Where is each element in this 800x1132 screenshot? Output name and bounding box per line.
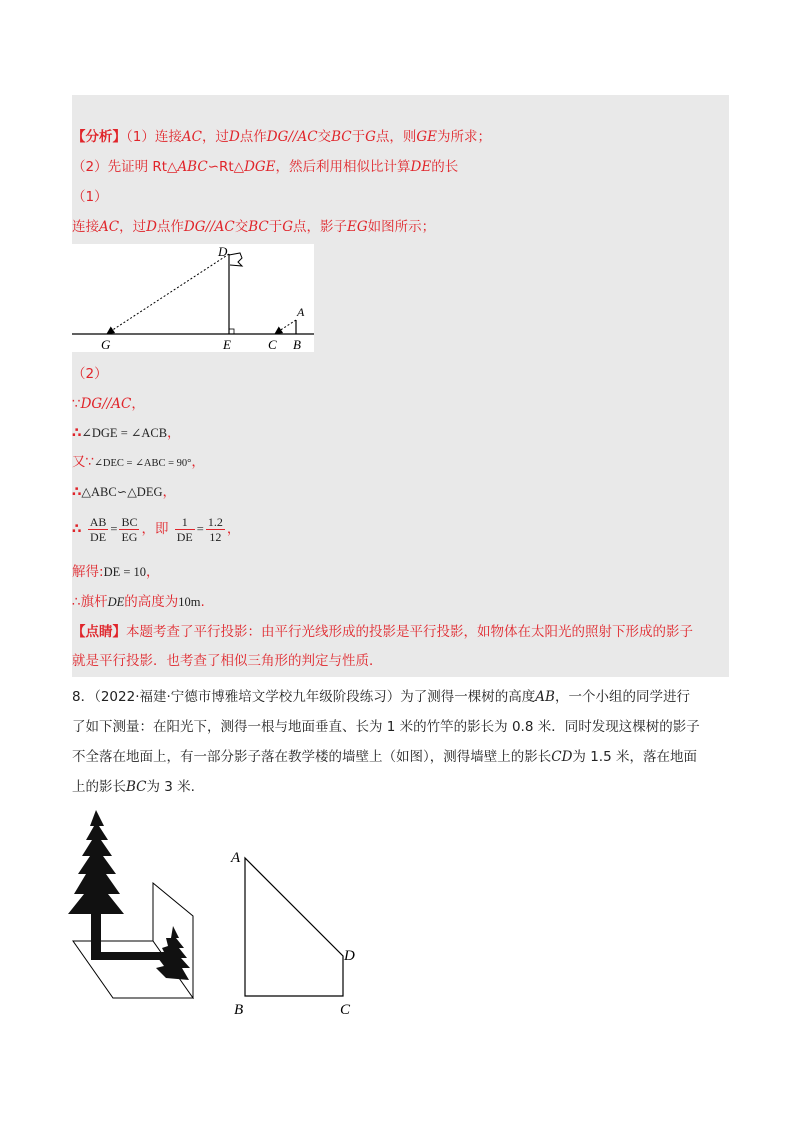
label-d2: D: [344, 948, 355, 964]
comment-tag: 【点睛】: [72, 624, 126, 640]
label-a: A: [297, 305, 305, 319]
label-g: G: [101, 337, 111, 352]
label-b2: B: [234, 1002, 244, 1018]
flagpole-shadow-figure: [72, 244, 314, 352]
label-a2: A: [231, 850, 241, 866]
part2-similar: ∴△ABC∽△DEG，: [72, 484, 176, 500]
light-ray-dg: [108, 254, 229, 333]
tree-diagram: [68, 808, 368, 1023]
part2-because: ∵DG//AC，: [72, 396, 145, 412]
part2-angle-eq: ∴∠DGE = ∠ACB，: [72, 425, 181, 441]
fraction-1.2-12: $\frac{1.2}{12}$: [207, 514, 223, 544]
question8-line-2: 了如下测量：在阳光下，测得一根与地面垂直、长为 1 米的竹竿的影长为 0.8 米．同时发现这棵树的影子: [72, 719, 700, 735]
part1-label: （1）: [72, 189, 108, 205]
part2-ratio: ∴ $\frac{AB}{DE}$ = $\frac{BC}{EG}$ ，即 $\frac{1}{DE}$ = $\frac{1.2}{12}$ ，: [72, 514, 241, 544]
question8-line-4: 上的影长BC为 3 米.: [72, 779, 195, 795]
part2-right-angles: 又∵∠DEC = ∠ABC = 90°，: [72, 454, 205, 470]
analysis-line-2: （2）先证明 Rt△ABC∽Rt△DGE，然后利用相似比计算DE的长: [72, 159, 459, 175]
tree-shadow-figure: [68, 808, 368, 1023]
fraction-ab-de: $\frac{AB}{DE}$: [89, 514, 107, 544]
part2-solve: 解得:DE = 10，: [72, 564, 160, 580]
solution-box: [72, 95, 729, 677]
analysis-line-1: 【分析】（1）连接AC，过D点作DG//AC交BC于G点，则GE为所求；: [72, 129, 492, 145]
flag-shape: [229, 253, 242, 266]
fraction-bc-eg: $\frac{BC}{EG}$: [121, 514, 138, 544]
label-e: E: [223, 337, 231, 352]
comment-line-2: 就是平行投影．也考查了相似三角形的判定与性质．: [72, 653, 383, 669]
label-d: D: [218, 244, 228, 259]
fraction-1-de: $\frac{1}{DE}$: [176, 514, 193, 544]
question8-line-3: 不全落在地面上，有一部分影子落在教学楼的墙壁上（如图），测得墙壁上的影长CD为 1.5 米，落在地面: [72, 749, 697, 765]
flagpole-diagram: [72, 244, 314, 352]
part1-text: 连接AC，过D点作DG//AC交BC于G点，影子EG如图所示；: [72, 219, 436, 235]
label-c2: C: [340, 1002, 351, 1018]
label-b: B: [293, 337, 301, 352]
tree-silhouette: [68, 810, 154, 960]
question8-line-1: 8．（2022·福建·宁德市博雅培文学校九年级阶段练习）为了测得一棵树的高度AB，一个小组的同学进行: [72, 689, 690, 705]
question8-number: 8．: [72, 689, 95, 705]
part2-conclusion: ∴旗杆DE的高度为10m.: [72, 594, 205, 610]
analysis-tag: 【分析】: [72, 129, 126, 145]
right-angle-mark-e: [229, 329, 234, 334]
trapezoid-abcd: [245, 858, 343, 996]
part2-label: （2）: [72, 366, 108, 382]
light-ray-ac: [276, 320, 296, 333]
label-c: C: [268, 337, 277, 352]
comment-line-1: 【点睛】本题考查了平行投影：由平行光线形成的投影是平行投影，如物体在太阳光的照射下形成的影子: [72, 624, 693, 640]
